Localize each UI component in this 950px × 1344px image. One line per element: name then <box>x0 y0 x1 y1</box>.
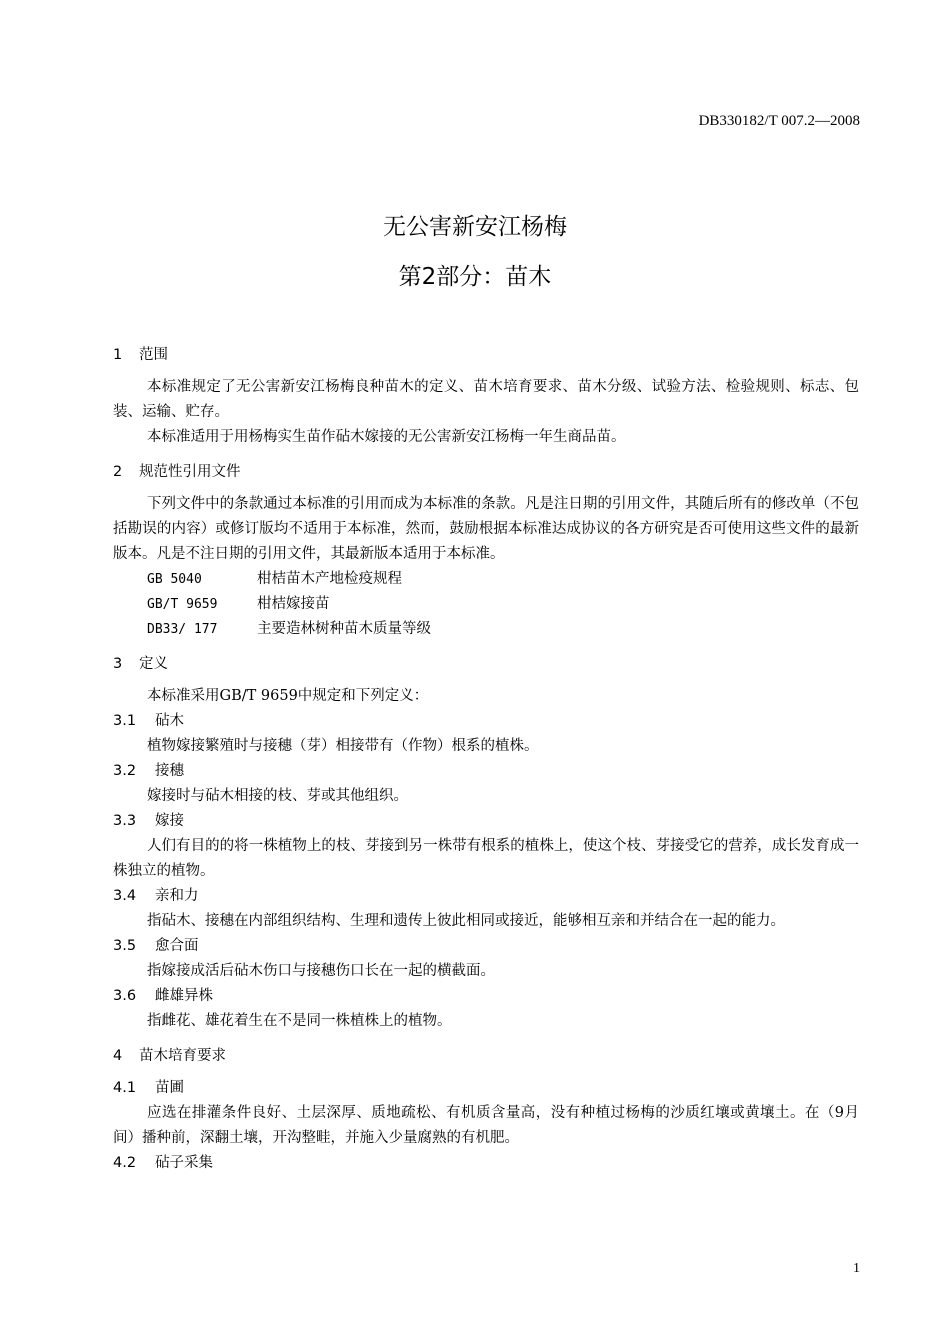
subsection-heading <box>113 984 859 1009</box>
paragraph: 本标准规定了无公害新安江杨梅良种苗木的定义、苗木培育要求、苗木分级、试验方法、检验规则、标志、包装、运输、贮存。 <box>113 379 859 420</box>
subsection-heading <box>113 884 859 909</box>
subsection-heading <box>113 759 859 784</box>
subsection-title: 愈合面 <box>155 938 199 954</box>
section-title: 苗木培育要求 <box>139 1048 226 1064</box>
reference-code: DB33/ 177 <box>147 622 218 637</box>
subsection-title: 亲和力 <box>155 888 199 904</box>
paragraph: 下列文件中的条款通过本标准的引用而成为本标准的条款。凡是注日期的引用文件，其随后所有的修改单（不包括勘误的内容）或修订版均不适用于本标准，然而，鼓励根据本标准达成协议的各方研究是否可使用这些文件的最新版本。凡是不注日期的引用文件，其最新版本适用于本标准。 <box>113 496 859 562</box>
definition-text: 指砧木、接穗在内部组织结构、生理和遗传上彼此相同或接近，能够相互亲和并结合在一起的能力。 <box>147 913 785 929</box>
page-number: 1 <box>853 1261 860 1276</box>
subsection-number: 3.4 <box>113 888 137 904</box>
section-title: 规范性引用文件 <box>139 464 241 480</box>
subsection-heading <box>113 809 859 834</box>
subsection-title: 嫁接 <box>155 813 184 829</box>
subsection-heading <box>113 934 859 959</box>
subsection-number: 4.1 <box>113 1080 137 1096</box>
subsection-heading <box>113 1151 859 1176</box>
definition-text: 指雌花、雄花着生在不是同一株植株上的植物。 <box>147 1013 452 1029</box>
subsection-number: 4.2 <box>113 1155 137 1171</box>
paragraph: 本标准适用于用杨梅实生苗作砧木嫁接的无公害新安江杨梅一年生商品苗。 <box>147 429 626 445</box>
reference-name: 柑桔苗木产地检疫规程 <box>257 571 402 587</box>
section-title: 范围 <box>139 347 168 363</box>
reference-item <box>113 567 859 592</box>
reference-name: 柑桔嫁接苗 <box>257 596 330 612</box>
subsection-title: 砧木 <box>155 713 184 729</box>
paragraph: 应选在排灌条件良好、土层深厚、质地疏松、有机质含量高，没有种植过杨梅的沙质红壤或黄壤土。在（9月间）播种前，深翻土壤，开沟整畦，并施入少量腐熟的有机肥。 <box>113 1105 859 1146</box>
subsection-number: 3.3 <box>113 813 137 829</box>
subsection-title: 砧子采集 <box>155 1155 213 1171</box>
subsection-title: 雌雄异株 <box>155 988 213 1004</box>
section-number: 3 <box>113 656 123 672</box>
definition-text: 嫁接时与砧木相接的枝、芽或其他组织。 <box>147 788 408 804</box>
document-body <box>113 343 859 1176</box>
subsection-number: 3.2 <box>113 763 137 779</box>
subsection-number: 3.1 <box>113 713 137 729</box>
subsection-number: 3.6 <box>113 988 137 1004</box>
subsection-heading <box>113 709 859 734</box>
section-heading <box>113 343 859 367</box>
reference-item <box>113 592 859 617</box>
reference-code: GB/T 9659 <box>147 597 218 612</box>
reference-code: GB 5040 <box>147 572 202 587</box>
section-number: 2 <box>113 464 123 480</box>
section-title: 定义 <box>139 656 168 672</box>
subsection-number: 3.5 <box>113 938 137 954</box>
paragraph: 本标准采用GB/T 9659中规定和下列定义： <box>147 688 429 704</box>
subsection-heading <box>113 1076 859 1101</box>
subsection-title: 接穗 <box>155 763 184 779</box>
section-heading <box>113 460 859 484</box>
subsection-title: 苗圃 <box>155 1080 184 1096</box>
section-number: 1 <box>113 347 123 363</box>
document-code: DB330182/T 007.2—2008 <box>698 113 860 129</box>
document-subtitle: 第2部分：苗木 <box>398 264 552 290</box>
reference-name: 主要造林树种苗木质量等级 <box>257 621 431 637</box>
document-title: 无公害新安江杨梅 <box>383 214 567 240</box>
definition-text: 指嫁接成活后砧木伤口与接穗伤口长在一起的横截面。 <box>147 963 495 979</box>
section-heading <box>113 1044 859 1068</box>
definition-text: 人们有目的的将一株植物上的枝、芽接到另一株带有根系的植株上，使这个枝、芽接受它的营养，成长发育成一株独立的植物。 <box>113 838 859 879</box>
section-number: 4 <box>113 1048 123 1064</box>
definition-text: 植物嫁接繁殖时与接穗（芽）相接带有（作物）根系的植株。 <box>147 738 539 754</box>
reference-item <box>113 617 859 642</box>
section-heading <box>113 652 859 676</box>
